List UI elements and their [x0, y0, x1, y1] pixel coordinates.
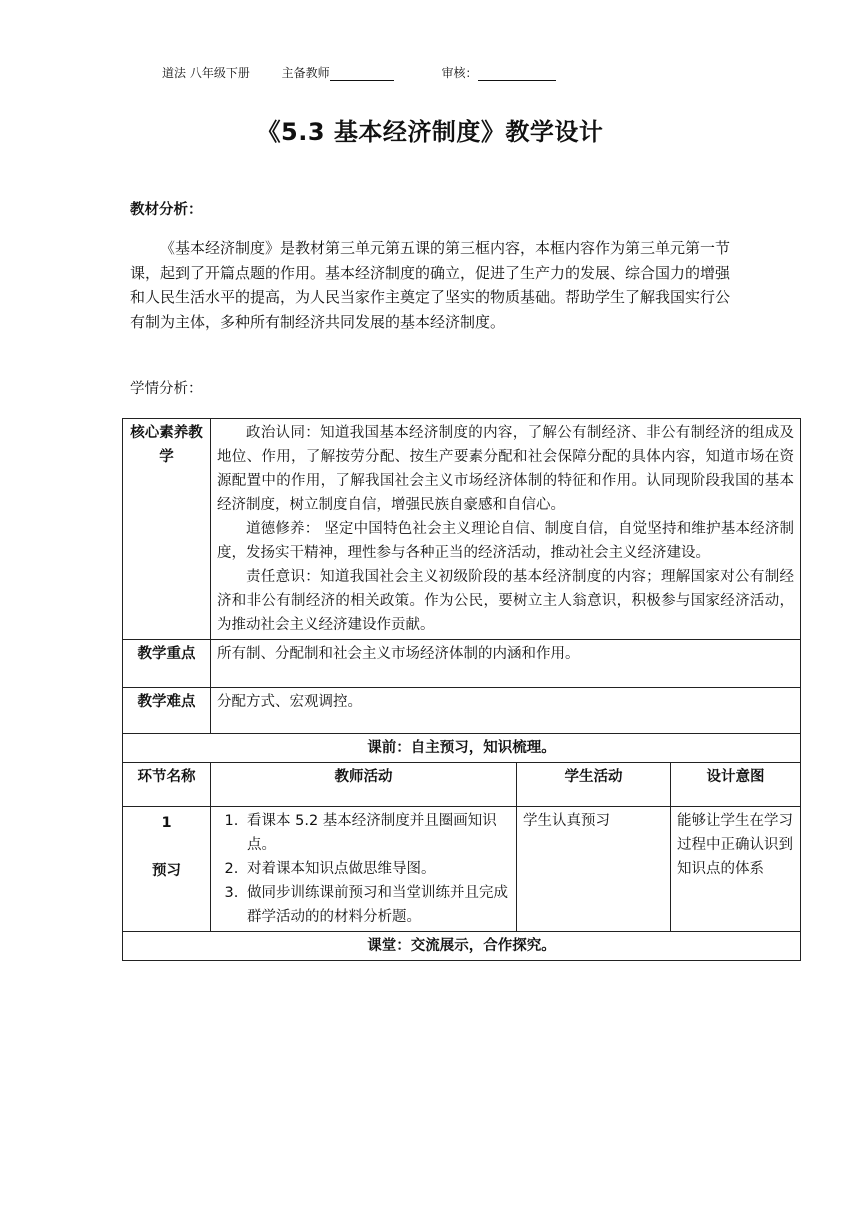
teacher-label: 主备教师 — [281, 66, 330, 80]
teacher-activity-list — [217, 809, 510, 929]
key-point-text: 所有制、分配制和社会主义市场经济体制的内涵和作用。 — [211, 640, 801, 688]
column-header-row — [123, 763, 801, 807]
page-title: 《5.3 基本经济制度》教学设计 — [256, 118, 604, 146]
teaching-design-table — [122, 418, 801, 961]
col-header-stage: 环节名称 — [123, 763, 211, 807]
in-class-header: 课堂：交流展示，合作探究。 — [123, 932, 801, 961]
pre-class-header-row — [123, 734, 801, 763]
core-paragraph-responsibility: 责任意识：知道我国社会主义初级阶段的基本经济制度的内容；理解国家对公有制经济和非公有制经济的相关政策。作为公民，要树立主人翁意识，积极参与国家经济活动，为推动社会主义经济建设作贡献。 — [217, 569, 795, 633]
textbook-analysis-label: 教材分析： — [130, 202, 203, 218]
difficult-point-label: 教学难点 — [123, 688, 211, 734]
core-literacy-content — [211, 419, 801, 640]
preview-stage-cell — [123, 807, 211, 932]
preview-name: 预习 — [152, 863, 181, 879]
page-header — [162, 64, 556, 81]
review-blank — [478, 66, 556, 81]
preview-student-cell: 学生认真预习 — [517, 807, 671, 932]
key-point-label: 教学重点 — [123, 640, 211, 688]
student-analysis-label: 学情分析： — [130, 381, 203, 397]
textbook-analysis-text: 《基本经济制度》是教材第三单元第五课的第三框内容，本框内容作为第三单元第一节课，起到了开篇点题的作用。基本经济制度的确立，促进了生产力的发展、综合国力的增强和人民生活水平的提高，为人民当家作主奠定了坚实的物质基础。帮助学生了解我国实行公有制为主体，多种所有制经济共同发展的基本经济制度。 — [130, 239, 731, 331]
core-literacy-label: 核心素养教学 — [123, 419, 211, 640]
col-header-teacher: 教师活动 — [211, 763, 517, 807]
review-label: 审核： — [441, 66, 478, 80]
teacher-activity-item: 3. 做同步训练课前预习和当堂训练并且完成群学活动的的材料分析题。 — [243, 881, 510, 929]
col-header-intent: 设计意图 — [671, 763, 801, 807]
teacher-blank — [330, 66, 394, 81]
preview-number: 1 — [161, 815, 172, 831]
teacher-activity-item: 2. 对着课本知识点做思维导图。 — [243, 857, 510, 881]
core-paragraph-moral: 道德修养： 坚定中国特色社会主义理论自信、制度自信，自觉坚持和维护基本经济制度，发扬实干精神，理性参与各种正当的经济活动，推动社会主义经济建设。 — [217, 521, 795, 561]
preview-intent-cell: 能够让学生在学习过程中正确认识到知识点的体系 — [671, 807, 801, 932]
in-class-header-row — [123, 932, 801, 961]
teacher-activity-item: 1. 看课本 5.2 基本经济制度并且圈画知识点。 — [243, 809, 510, 857]
difficult-point-text: 分配方式、宏观调控。 — [211, 688, 801, 734]
key-point-row — [123, 640, 801, 688]
preview-teacher-cell — [211, 807, 517, 932]
subject-label: 道法 八年级下册 — [162, 66, 250, 80]
pre-class-header: 课前：自主预习，知识梳理。 — [123, 734, 801, 763]
preview-row — [123, 807, 801, 932]
core-literacy-row — [123, 419, 801, 640]
col-header-student: 学生活动 — [517, 763, 671, 807]
difficult-point-row — [123, 688, 801, 734]
core-paragraph-political: 政治认同：知道我国基本经济制度的内容，了解公有制经济、非公有制经济的组成及地位、作用，了解按劳分配、按生产要素分配和社会保障分配的具体内容，知道市场在资源配置中的作用，了解我国社会主义市场经济体制的特征和作用。认同现阶段我国的基本经济制度，树立制度自信，增强民族自豪感和自信心。 — [217, 425, 795, 513]
